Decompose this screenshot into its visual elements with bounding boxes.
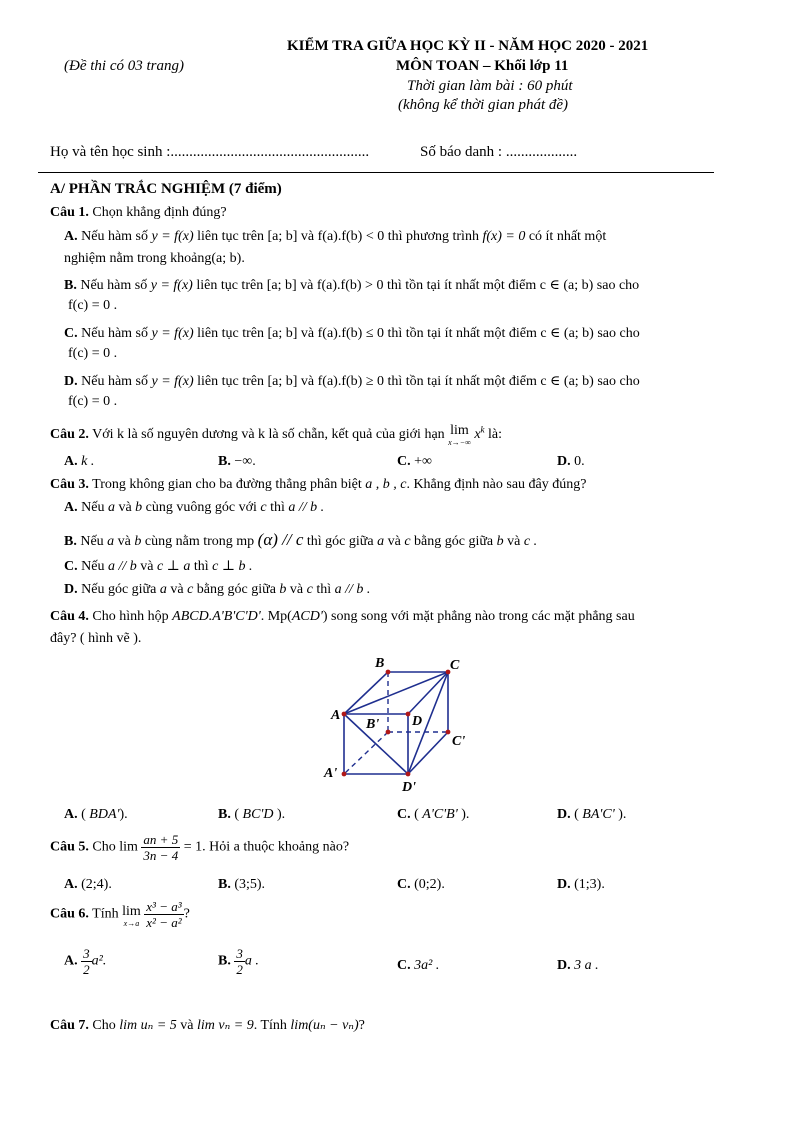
question-text: . Tính [253,1018,287,1033]
option-text: cùng vuông góc với [145,500,257,515]
option-text: Nếu [81,500,105,515]
option-text: và [387,534,401,549]
question-text: Chọn khẳng định đúng? [92,205,227,220]
option-label: B. [218,953,231,969]
q2-option-b [218,454,256,470]
question-4 [50,609,635,625]
math: [a; b] [267,229,298,244]
fraction-numerator: 3 [236,946,243,961]
math: c ⊥ b . [212,559,253,574]
fraction-numerator: an + 5 [143,832,179,847]
option-value: A'C'B' [422,807,458,822]
option-label: C. [397,807,411,822]
fraction-numerator: x³ − a³ [146,899,182,914]
option-label: D. [64,582,78,597]
option-text: ( [81,807,86,822]
section-title: A/ PHẦN TRẮC NGHIỆM (7 điểm) [50,181,282,197]
option-text: và [300,374,315,389]
math: a // b . [334,582,371,597]
label-B: B [375,656,385,671]
question-label: Câu 7. [50,1018,89,1033]
math: x [474,427,481,443]
option-text: thì tồn tại ít nhất một điểm [387,374,537,389]
math: c [187,582,194,597]
q5-option-a [64,877,112,893]
q1-option-b-line2: f(c) = 0 . [68,298,118,313]
option-text: ). [277,807,286,822]
option-text: và [300,326,315,341]
question-1 [50,205,227,221]
option-label: D. [557,807,571,822]
fraction [141,832,180,863]
question-text: Với k là số nguyên dương và k là số chẵn, kết quả của giới hạn [92,427,445,443]
option-text: Nếu [81,559,105,574]
option-text: thì phương trình [387,229,479,244]
option-value: a . [244,953,259,969]
question-text: = 1. Hỏi a thuộc khoảng nào? [183,839,350,855]
fraction [144,899,183,930]
label-Cp: C' [452,734,466,749]
math: a [377,534,385,549]
option-text: ( [234,807,240,822]
option-text: Nếu [80,534,104,549]
option-value: (3;5). [234,877,266,892]
question-text: và [180,1018,194,1033]
option-text: liên tục trên [197,374,264,389]
label-C: C [450,658,460,673]
math: a // b [107,559,137,574]
math: ACD' [291,609,323,624]
math: y = f(x) [151,229,194,244]
option-text: liên tục trên [197,326,264,341]
question-4-line2: đây? ( hình vẽ ). [50,631,142,646]
q4-option-a [64,807,128,823]
option-text: sao cho [597,374,640,389]
option-text: Nếu hàm số [81,229,149,244]
math: a , b , c [365,477,407,492]
math: y = f(x) [150,278,193,293]
question-text: Cho [92,1018,116,1033]
math: y = f(x) [151,374,194,389]
lim-text: lim [450,423,469,438]
fraction-denominator: 2 [236,962,243,977]
option-text: ( [414,807,419,822]
q3-option-b [64,530,537,550]
question-text: Cho [92,839,116,855]
question-3 [50,477,586,493]
label-A: A [331,708,341,723]
option-text: và [300,278,314,293]
math: b [135,500,143,515]
edge-AB [344,672,388,714]
option-text: liên tục trên [197,229,264,244]
fraction [234,946,245,977]
option-text: thì [193,559,209,574]
vertex-Ap [342,772,347,777]
math: c ⊥ a [156,559,191,574]
option-value: BC'D [242,807,274,822]
option-text: có ít nhất một [528,229,607,244]
option-text: ). [461,807,470,822]
lim-text: lim [122,903,141,919]
option-text: ). [618,807,627,822]
fraction-denominator: x² − a² [146,915,182,930]
limit-expression [448,425,471,449]
math: c . [523,534,538,549]
question-2 [50,421,502,449]
option-value: BDA' [89,807,120,822]
vertex-Cp [446,730,451,735]
option-text: Nếu hàm số [80,278,148,293]
option-text: nghiệm nằm trong khoảng [64,251,212,266]
math: c [404,534,411,549]
question-label: Câu 5. [50,839,89,855]
math: f(a).f(b) > 0 [316,278,384,293]
question-text: là: [488,427,503,443]
option-label: C. [397,454,411,469]
student-id-field: Số báo danh : ................... [420,144,578,160]
option-label: D. [557,454,571,469]
q6-option-c [397,958,439,974]
option-text: thì tồn tại ít nhất một điểm [387,326,537,341]
subject-title: MÔN TOAN – Khối lớp 11 [396,58,569,74]
q6-option-d [557,958,599,974]
q5-option-d [557,877,605,893]
option-value: a². [91,953,107,969]
option-text: thì [316,582,332,597]
option-text: ). [119,807,128,822]
question-label: Câu 1. [50,205,89,220]
pages-note: (Đề thi có 03 trang) [64,58,184,74]
math: (a; b) [211,251,242,266]
option-text: Nếu hàm số [81,326,149,341]
question-text: Trong không gian cho ba đường thẳng phân biệt [92,477,362,492]
option-text: Nếu góc giữa [81,582,157,597]
math: lim(uₙ − vₙ) [290,1018,359,1033]
option-text: thì tồn tại ít nhất một điểm [386,278,537,293]
option-text: liên tục trên [196,278,264,293]
option-label: A. [64,807,78,822]
question-text: Tính [92,906,119,922]
fraction-denominator: 2 [83,962,90,977]
option-value: (0;2). [414,877,445,892]
question-label: Câu 3. [50,477,89,492]
option-label: A. [64,953,78,969]
math: c ∈ (a; b) [539,278,594,293]
option-value: 3a² . [414,958,440,973]
question-text: ? [358,1018,365,1033]
math: [a; b] [266,278,297,293]
math: c [260,500,267,515]
math: b [134,534,142,549]
lim-sub: x→a [123,918,140,928]
option-text: cùng nằm trong mp [144,534,255,549]
q1-option-d-line2: f(c) = 0 . [68,394,118,409]
option-label: C. [64,326,78,341]
option-text: . [241,251,245,266]
q3-option-d [64,582,370,598]
q2-option-a [64,454,94,470]
edge-AC [344,672,448,714]
option-label: A. [64,877,78,892]
label-Bp: B' [366,717,380,732]
q1-option-b [64,277,639,294]
vertex-A [342,712,347,717]
question-text: . Khẳng định nào sau đây đúng? [406,477,587,492]
option-text: và [289,582,304,597]
fraction-numerator: 3 [83,946,90,961]
option-label: A. [64,229,78,244]
question-6 [50,899,190,930]
math: a [159,582,167,597]
exam-title: KIỂM TRA GIỮA HỌC KỲ II - NĂM HỌC 2020 - 2021 [287,38,649,54]
fraction [81,946,92,977]
fraction-denominator: 3n − 4 [143,848,179,863]
limit-expression [122,903,141,930]
q6-option-b [218,946,259,977]
vertex-Dp [406,772,411,777]
question-5 [50,832,349,863]
edge-DpCp [408,732,448,774]
math: a [107,500,115,515]
option-label: D. [557,958,571,973]
option-value: +∞ [414,454,433,469]
option-label: B. [218,454,231,469]
q1-option-a-line2 [64,251,245,267]
option-text: và [507,534,521,549]
q4-option-b [218,807,285,823]
option-text: thì [270,500,285,515]
option-text: thì góc giữa [306,534,374,549]
option-text: ( [574,807,579,822]
option-label: C. [64,559,78,574]
option-label: B. [64,278,77,293]
q4-option-d [557,807,626,823]
math: [a; b] [267,374,298,389]
vertex-D [406,712,411,717]
option-value: −∞. [234,454,256,469]
option-value: (2;4). [81,877,112,892]
question-text: . Mp( [260,609,292,624]
math: ABCD.A'B'C'D' [172,609,261,624]
hidden-edge-BpAp [344,732,388,774]
q4-option-c [397,807,469,823]
option-label: C. [397,877,411,892]
question-text: ? [183,906,190,922]
option-label: A. [64,454,78,469]
q2-option-d [557,454,585,470]
math: c ∈ (a; b) [540,374,594,389]
lim-text: lim [119,839,138,855]
time-note: (không kể thời gian phát đề) [398,97,569,113]
parallelepiped-figure [318,652,478,794]
q1-option-c-line2: f(c) = 0 . [68,346,118,361]
option-text: sao cho [596,278,640,293]
math: b [279,582,287,597]
label-D: D [412,714,423,729]
option-label: B. [218,807,231,822]
option-label: D. [557,877,571,892]
q1-option-c [64,325,640,342]
option-label: C. [397,958,411,973]
option-label: B. [64,534,77,549]
math: f(a).f(b) < 0 [317,229,385,244]
math: (α) // c [257,530,304,549]
option-label: B. [218,877,231,892]
math: f(a).f(b) ≥ 0 [317,374,385,389]
math: [a; b] [267,326,298,341]
time-limit: Thời gian làm bài : 60 phút [407,78,573,94]
math: y = f(x) [151,326,194,341]
option-label: D. [64,374,78,389]
question-label: Câu 2. [50,427,89,443]
math: c ∈ (a; b) [540,326,594,341]
option-text: và [140,559,154,574]
q3-option-a [64,500,324,516]
question-text: ) song song với mặt phẳng nào trong các mặt phẳng sau [322,609,635,624]
edge-CD [408,672,448,714]
label-Ap: A' [324,766,338,781]
question-label: Câu 4. [50,609,89,624]
option-text: bằng góc giữa [414,534,494,549]
math: c [306,582,313,597]
math: lim uₙ = 5 [119,1018,177,1033]
q5-option-b [218,877,265,893]
header-divider [38,172,714,173]
math: f(x) = 0 [482,229,526,244]
option-value: k . [81,454,95,469]
option-value: 0. [574,454,585,469]
student-name-field: Họ và tên học sinh :..................................................... [50,144,370,160]
q1-option-d [64,373,640,390]
q3-option-c [64,558,253,575]
option-text: sao cho [597,326,640,341]
option-value: 3 a . [574,958,599,973]
math: f(a).f(b) ≤ 0 [317,326,385,341]
question-text: Cho hình hộp [92,609,169,624]
question-label: Câu 6. [50,906,89,922]
q1-option-a [64,229,606,245]
label-Dp: D' [402,780,416,794]
q2-option-c [397,454,432,470]
option-text: và [170,582,184,597]
q6-option-a [64,946,106,977]
option-value: BA'C' [582,807,615,822]
option-text: và [117,534,131,549]
option-value: (1;3). [574,877,605,892]
option-text: và [118,500,132,515]
option-text: bằng góc giữa [196,582,276,597]
q5-option-c [397,877,445,893]
math: lim vₙ = 9 [196,1018,254,1033]
lim-sub: x→−∞ [448,438,471,447]
question-7 [50,1017,365,1034]
math-exp: k [480,424,485,435]
option-text: và [300,229,315,244]
vertex-Bp [386,730,391,735]
option-label: A. [64,500,78,515]
vertex-B [386,670,391,675]
math: a // b . [288,500,325,515]
math: b [496,534,504,549]
math: a [107,534,115,549]
option-text: Nếu hàm số [81,374,149,389]
